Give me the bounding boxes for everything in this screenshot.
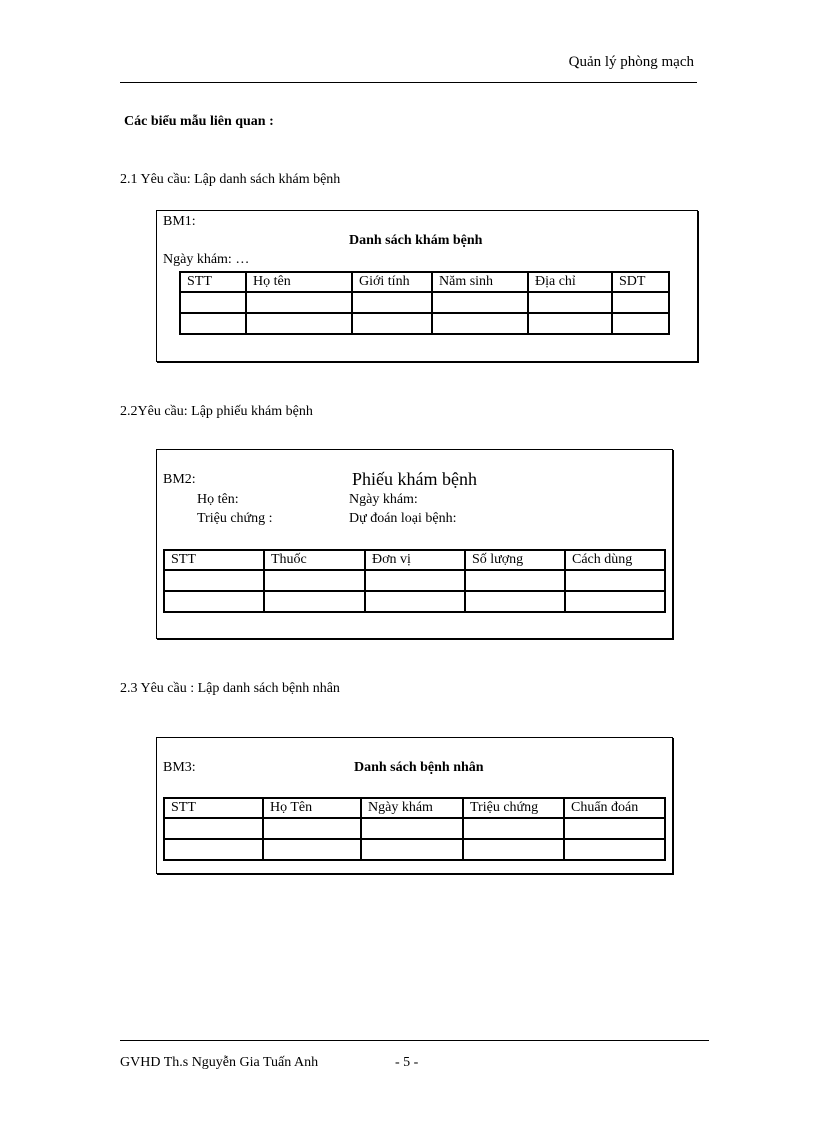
form-bm2-field-diagnosis: Dự đoán loại bệnh:	[349, 511, 457, 526]
column-header: SDT	[612, 272, 669, 292]
table-cell	[263, 818, 361, 839]
form-bm3-code: BM3:	[163, 760, 196, 775]
form-bm3-title: Danh sách bệnh nhân	[354, 760, 484, 775]
column-header: Thuốc	[264, 550, 365, 570]
table-cell	[352, 292, 432, 313]
table-cell	[463, 818, 564, 839]
form-bm2-code: BM2:	[163, 472, 196, 487]
column-header: STT	[164, 798, 263, 818]
table-cell	[465, 591, 565, 612]
table-cell	[180, 292, 246, 313]
table-cell	[565, 570, 665, 591]
column-header: Chuẩn đoán	[564, 798, 665, 818]
form-bm2-field-name: Họ tên:	[197, 492, 239, 507]
table-cell	[612, 313, 669, 334]
table-cell	[365, 591, 465, 612]
footer-instructor: GVHD Th.s Nguyễn Gia Tuấn Anh	[120, 1055, 319, 1070]
table-cell	[164, 839, 263, 860]
table-cell	[432, 313, 528, 334]
form-bm2-table	[163, 549, 666, 613]
column-header: Ngày khám	[361, 798, 463, 818]
footer-page-number: - 5 -	[395, 1055, 419, 1070]
column-header: Họ tên	[246, 272, 352, 292]
table-cell	[465, 570, 565, 591]
table-cell	[528, 313, 612, 334]
header-divider	[120, 82, 697, 83]
table-header-row	[164, 550, 665, 570]
table-cell	[463, 839, 564, 860]
table-cell	[164, 818, 263, 839]
table-cell	[361, 818, 463, 839]
table-cell	[365, 570, 465, 591]
column-header: STT	[180, 272, 246, 292]
table-cell	[263, 839, 361, 860]
table-cell	[361, 839, 463, 860]
table-row	[164, 818, 665, 839]
table-row	[164, 591, 665, 612]
table-cell	[180, 313, 246, 334]
column-header: Họ Tên	[263, 798, 361, 818]
column-header: Cách dùng	[565, 550, 665, 570]
table-cell	[264, 591, 365, 612]
header-title: Quản lý phòng mạch	[568, 54, 694, 70]
table-row	[164, 570, 665, 591]
table-cell	[264, 570, 365, 591]
intro-heading: Các biểu mẫu liên quan :	[124, 114, 274, 129]
section-1-heading: 2.1 Yêu cầu: Lập danh sách khám bệnh	[120, 172, 341, 187]
table-row	[164, 839, 665, 860]
column-header: Số lượng	[465, 550, 565, 570]
table-row	[180, 292, 669, 313]
form-bm2-field-symptoms: Triệu chứng :	[197, 511, 273, 526]
table-cell	[528, 292, 612, 313]
column-header: STT	[164, 550, 264, 570]
form-bm1-code: BM1:	[163, 214, 196, 229]
column-header: Địa chỉ	[528, 272, 612, 292]
section-2-heading: 2.2Yêu cầu: Lập phiếu khám bệnh	[120, 404, 313, 419]
table-cell	[246, 292, 352, 313]
column-header: Đơn vị	[365, 550, 465, 570]
table-cell	[564, 839, 665, 860]
column-header: Giới tính	[352, 272, 432, 292]
table-cell	[612, 292, 669, 313]
table-cell	[246, 313, 352, 334]
table-cell	[164, 591, 264, 612]
table-cell	[164, 570, 264, 591]
form-bm1-title: Danh sách khám bệnh	[349, 233, 483, 248]
table-cell	[432, 292, 528, 313]
form-bm2-field-date: Ngày khám:	[349, 492, 418, 507]
form-bm2-title: Phiếu khám bệnh	[352, 469, 477, 489]
form-bm1-table	[179, 271, 670, 335]
table-header-row	[180, 272, 669, 292]
table-cell	[565, 591, 665, 612]
footer-divider	[120, 1040, 709, 1041]
column-header: Năm sinh	[432, 272, 528, 292]
column-header: Triệu chứng	[463, 798, 564, 818]
section-3-heading: 2.3 Yêu cầu : Lập danh sách bệnh nhân	[120, 681, 340, 696]
table-cell	[564, 818, 665, 839]
form-bm1-field-date: Ngày khám: …	[163, 252, 250, 267]
table-cell	[352, 313, 432, 334]
table-row	[180, 313, 669, 334]
table-header-row	[164, 798, 665, 818]
form-bm3-table	[163, 797, 666, 861]
